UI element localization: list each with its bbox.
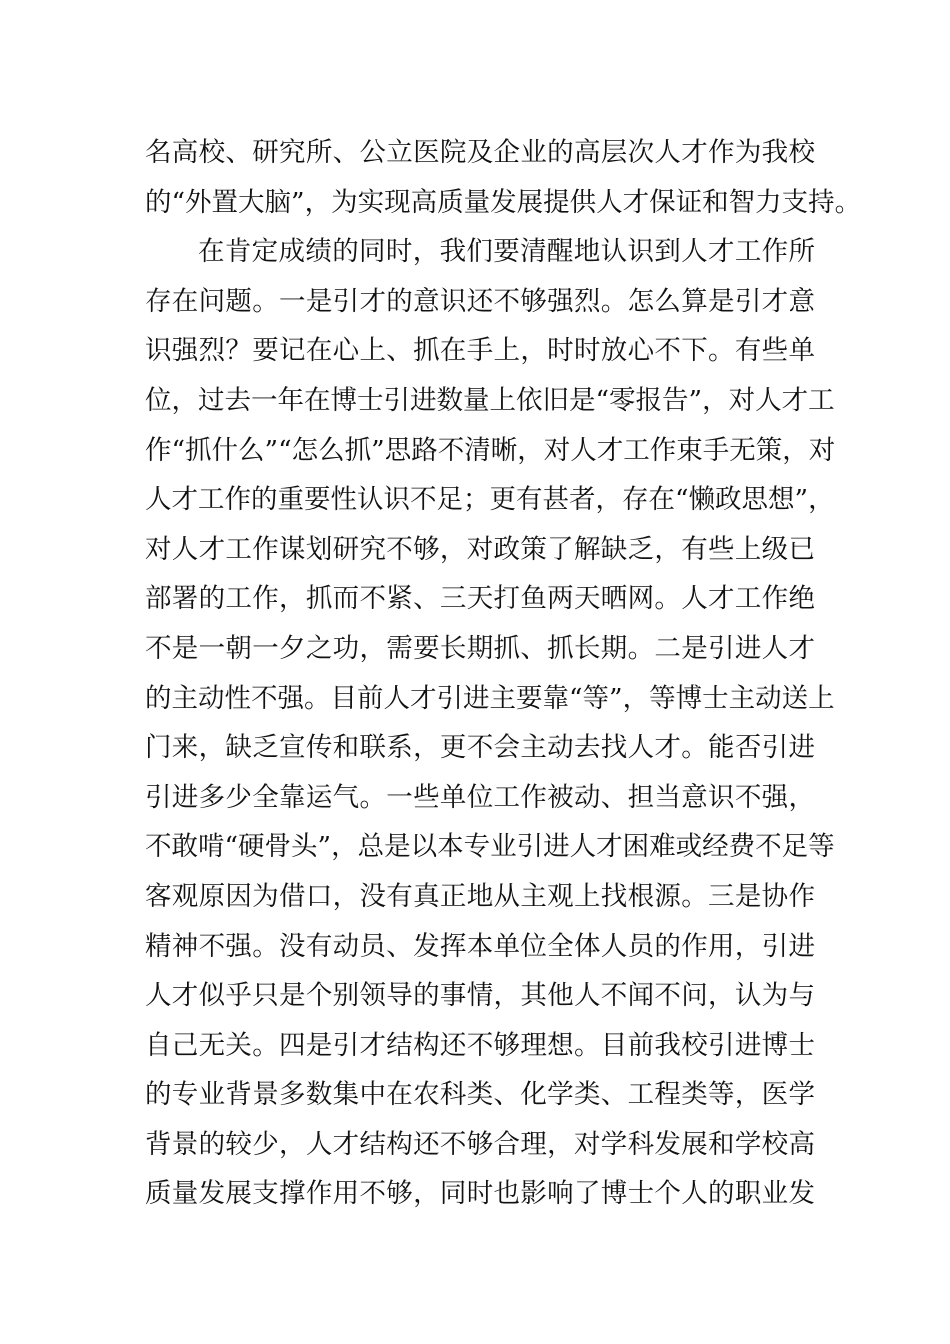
text-line: 精神不强。没有动员、发挥本单位全体人员的作用，引进: [145, 930, 815, 962]
text-line: 背景的较少，人才结构还不够合理，对学科发展和学校高: [145, 1128, 815, 1160]
text-line: 的“外置大脑”，为实现高质量发展提供人才保证和智力支持。: [145, 186, 862, 218]
text-line: 的专业背景多数集中在农科类、化学类、工程类等，医学: [145, 1079, 815, 1111]
text-line: 对人才工作谋划研究不够，对政策了解缺乏，有些上级已: [145, 533, 815, 565]
text-line: 作“抓什么”“怎么抓”思路不清晰，对人才工作束手无策，对: [145, 434, 836, 466]
text-line: 不敢啃“硬骨头”，总是以本专业引进人才困难或经费不足等: [145, 831, 835, 863]
text-line: 人才工作的重要性认识不足；更有甚者，存在“懒政思想”，: [145, 484, 835, 516]
text-line: 自己无关。四是引才结构还不够理想。目前我校引进博士: [145, 1029, 815, 1061]
text-line: 人才似乎只是个别领导的事情，其他人不闻不问，认为与: [145, 980, 815, 1012]
text-line: 的主动性不强。目前人才引进主要靠“等”，等博士主动送上: [145, 682, 835, 714]
text-line: 存在问题。一是引才的意识还不够强烈。怎么算是引才意: [145, 285, 815, 317]
text-line: 识强烈？要记在心上、抓在手上，时时放心不下。有些单: [145, 335, 815, 367]
body-text: [145, 128, 862, 1219]
text-line: 部署的工作，抓而不紧、三天打鱼两天晒网。人才工作绝: [145, 583, 815, 615]
text-line: 名高校、研究所、公立医院及企业的高层次人才作为我校: [145, 137, 815, 168]
text-line: 位，过去一年在博士引进数量上依旧是“零报告”，对人才工: [145, 384, 835, 416]
paragraph-first-line: 在肯定成绩的同时，我们要清醒地认识到人才工作所: [198, 236, 815, 268]
text-line: 引进多少全靠运气。一些单位工作被动、担当意识不强，: [145, 781, 815, 813]
text-line: 门来，缺乏宣传和联系，更不会主动去找人才。能否引进: [145, 732, 815, 764]
text-line: 质量发展支撑作用不够，同时也影响了博士个人的职业发: [145, 1178, 815, 1210]
text-line: 不是一朝一夕之功，需要长期抓、抓长期。二是引进人才: [145, 632, 815, 664]
text-line: 客观原因为借口，没有真正地从主观上找根源。三是协作: [145, 880, 815, 912]
